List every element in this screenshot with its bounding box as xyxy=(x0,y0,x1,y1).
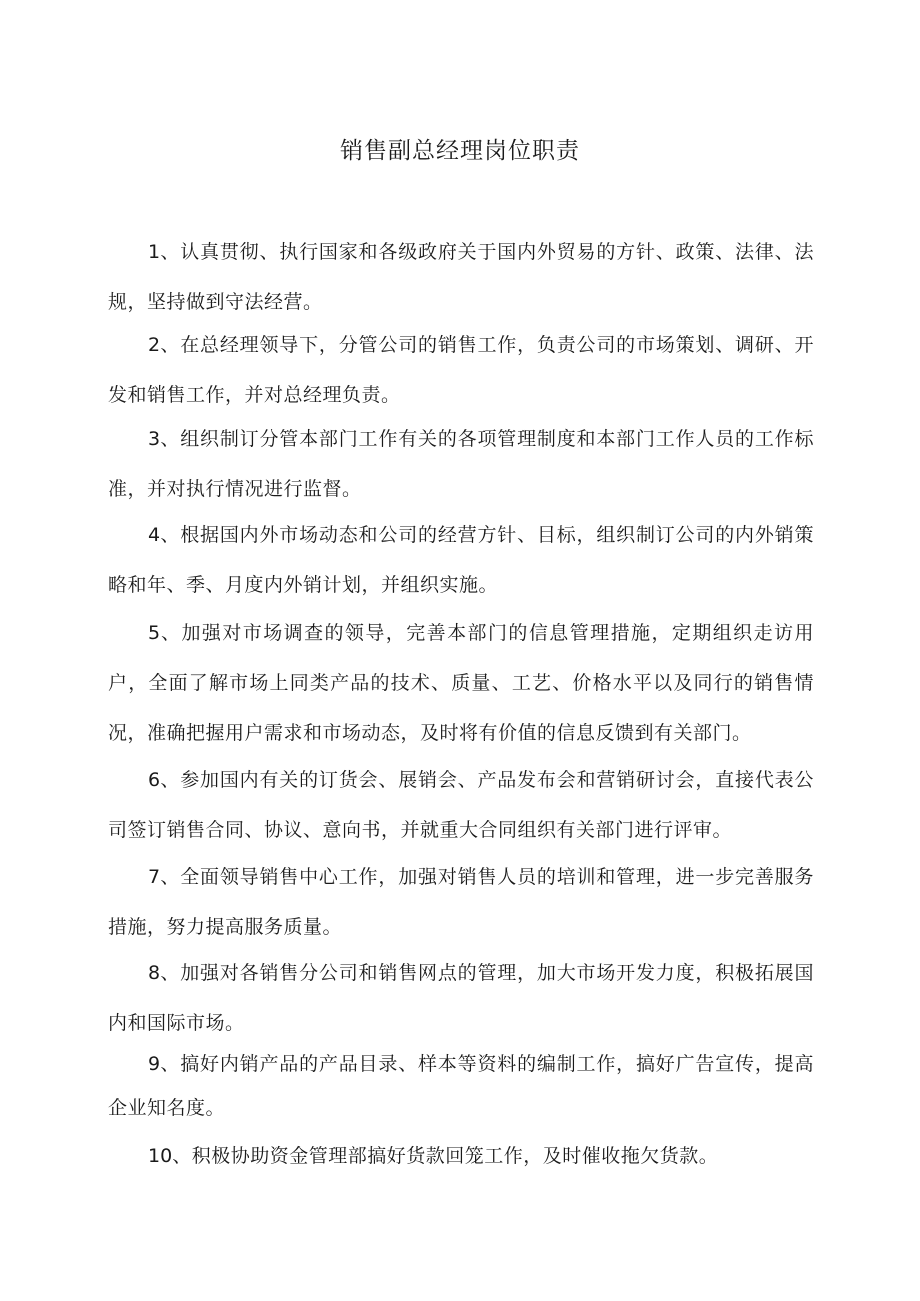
duty-number: 5 xyxy=(148,622,161,644)
duty-text: 、加强对市场调查的领导，完善本部门的信息管理措施，定期组织走访用户，全面了解市场上同类产品的技术、质量、工艺、价格水平以及同行的销售情况，准确把握用户需求和市场动态，及时将有价值的信息反馈到有关部门。 xyxy=(108,622,814,744)
duty-number: 7 xyxy=(148,866,161,888)
duty-text: 、在总经理领导下，分管公司的销售工作，负责公司的市场策划、调研、开发和销售工作，并对总经理负责。 xyxy=(108,334,814,406)
duty-number: 6 xyxy=(148,769,161,791)
duty-text: 、组织制订分管本部门工作有关的各项管理制度和本部门工作人员的工作标准，并对执行情况进行监督。 xyxy=(108,428,814,500)
duty-text: 、参加国内有关的订货会、展销会、产品发布会和营销研讨会，直接代表公司签订销售合同、协议、意向书，并就重大合同组织有关部门进行评审。 xyxy=(108,769,814,841)
duty-item-7 xyxy=(108,852,814,952)
duty-number: 4 xyxy=(148,524,161,546)
duty-text: 、认真贯彻、执行国家和各级政府关于国内外贸易的方针、政策、法律、法规，坚持做到守法经营。 xyxy=(108,241,814,313)
duty-number: 9 xyxy=(148,1053,161,1075)
duty-number: 1 xyxy=(148,241,161,263)
duty-text: 、积极协助资金管理部搞好货款回笼工作，及时催收拖欠货款。 xyxy=(172,1145,719,1167)
duty-number: 8 xyxy=(148,962,161,984)
duty-item-8 xyxy=(108,948,814,1048)
duty-number: 2 xyxy=(148,334,161,356)
duty-item-1 xyxy=(108,227,814,327)
duty-item-5 xyxy=(108,608,814,758)
duty-text: 、加强对各销售分公司和销售网点的管理，加大市场开发力度，积极拓展国内和国际市场。 xyxy=(108,962,814,1034)
duty-text: 、根据国内外市场动态和公司的经营方针、目标，组织制订公司的内外销策略和年、季、月度内外销计划，并组织实施。 xyxy=(108,524,814,596)
duty-item-4 xyxy=(108,510,814,610)
duty-number: 10 xyxy=(148,1145,173,1167)
duty-item-10 xyxy=(108,1131,814,1181)
document-title: 销售副总经理岗位职责 xyxy=(340,138,580,164)
duty-item-6 xyxy=(108,755,814,855)
duty-text: 、搞好内销产品的产品目录、样本等资料的编制工作，搞好广告宣传，提高企业知名度。 xyxy=(108,1053,814,1119)
duty-item-2 xyxy=(108,320,814,420)
duty-number: 3 xyxy=(148,428,161,450)
duty-item-3 xyxy=(108,414,814,514)
duty-item-9 xyxy=(108,1042,814,1130)
duty-text: 、全面领导销售中心工作，加强对销售人员的培训和管理，进一步完善服务措施，努力提高服务质量。 xyxy=(108,866,814,938)
